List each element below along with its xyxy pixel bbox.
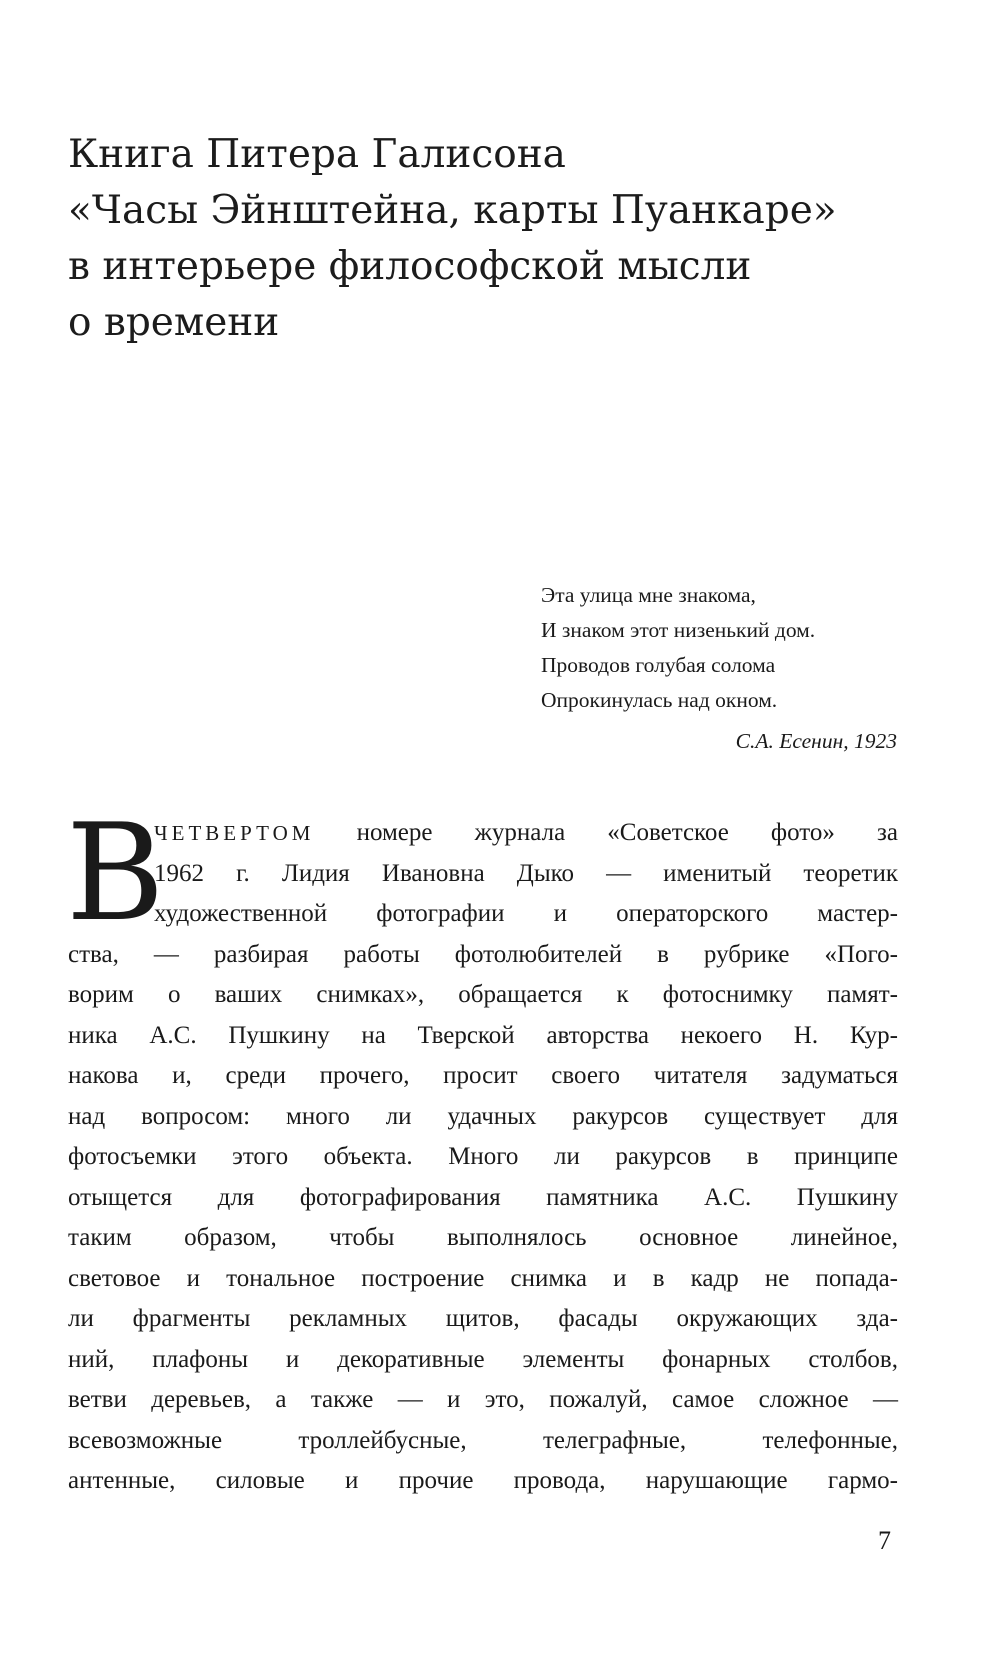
body-line: ветви деревьев, а также — и это, пожалуй, самое сложное — bbox=[68, 1386, 898, 1413]
title-line: Книга Питера Галисона bbox=[68, 132, 566, 177]
epigraph bbox=[541, 578, 897, 759]
body-line: ника А.С. Пушкину на Тверской авторства некоего Н. Кур- bbox=[68, 1021, 898, 1049]
body-paragraph bbox=[66, 795, 898, 1502]
body-line: ний, плафоны и декоративные элементы фонарных столбов, bbox=[68, 1345, 898, 1373]
drop-cap: В bbox=[66, 795, 165, 951]
first-line-rest: номере журнала «Советское фото» за bbox=[314, 819, 898, 846]
body-line: антенные, силовые и прочие провода, нарушающие гармо- bbox=[68, 1467, 898, 1494]
body-line: 1962 г. Лидия Ивановна Дыко — именитый теоретик bbox=[154, 859, 898, 887]
title-line: в интерьере философской мысли bbox=[68, 244, 752, 289]
page-number: 7 bbox=[878, 1526, 891, 1555]
body-line: световое и тональное построение снимка и в кадр не попада- bbox=[68, 1264, 898, 1292]
body-line: фотосъемки этого объекта. Много ли ракурсов в принципе bbox=[68, 1143, 898, 1170]
epigraph-attribution: С.А. Есенин, 1923 bbox=[735, 729, 897, 753]
lead-in-smallcaps: ЧЕТВЕРТОМ bbox=[154, 821, 315, 845]
epigraph-line: Опрокинулась над окном. bbox=[541, 688, 778, 712]
title-line: «Часы Эйнштейна, карты Пуанкаре» bbox=[68, 188, 837, 233]
body-line: ли фрагменты рекламных щитов, фасады окружающих зда- bbox=[68, 1305, 898, 1332]
body-line: над вопросом: много ли удачных ракурсов существует для bbox=[68, 1102, 898, 1130]
body-line: художественной фотографии и операторского мастер- bbox=[154, 900, 898, 927]
body-line: ства, — разбирая работы фотолюбителей в рубрике «Пого- bbox=[68, 940, 898, 968]
epigraph-line: Проводов голубая солома bbox=[541, 653, 776, 677]
body-line: всевозможные троллейбусные, телеграфные, телефонные, bbox=[68, 1426, 898, 1454]
title-line: о времени bbox=[68, 300, 280, 345]
epigraph-line: И знаком этот низенький дом. bbox=[541, 618, 816, 642]
body-line bbox=[68, 813, 898, 854]
body-line: накова и, среди прочего, просит своего читателя задуматься bbox=[68, 1062, 898, 1089]
body-line: отыщется для фотографирования памятника А.С. Пушкину bbox=[68, 1183, 898, 1211]
body-line: таким образом, чтобы выполнялось основное линейное, bbox=[68, 1224, 898, 1251]
body-line: ворим о ваших снимках», обращается к фотоснимку памят- bbox=[68, 981, 898, 1008]
epigraph-line: Эта улица мне знакома, bbox=[541, 583, 756, 607]
chapter-title bbox=[68, 127, 948, 351]
